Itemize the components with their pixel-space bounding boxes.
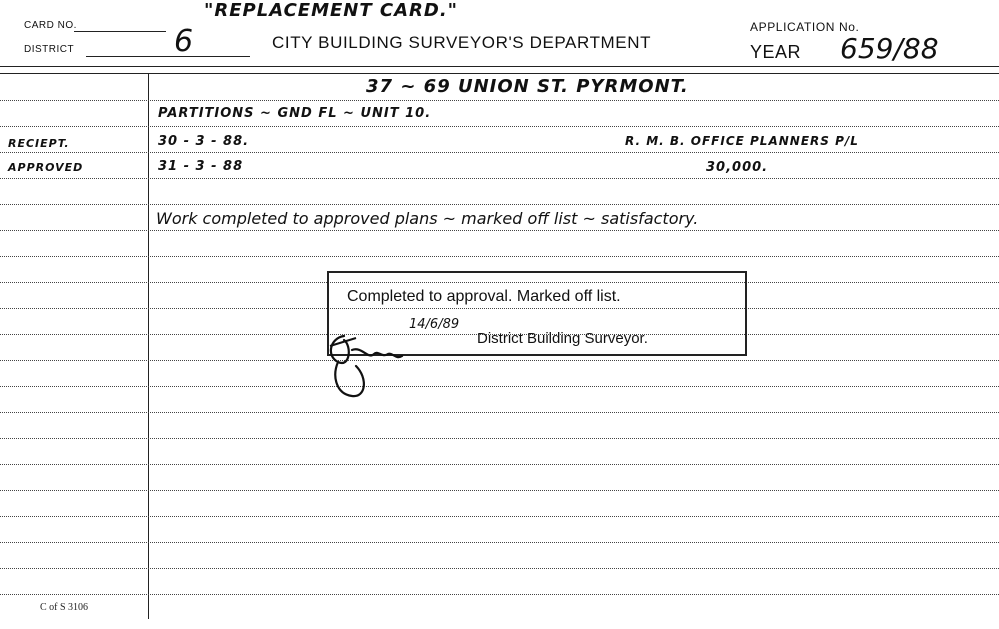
ruled-line [0, 204, 999, 205]
ruled-line [0, 464, 999, 465]
stamp-date: 14/6/89 [409, 317, 460, 332]
ruled-line [0, 568, 999, 569]
ruled-line [0, 516, 999, 517]
ruled-line [0, 256, 999, 257]
stamp-completed-text: Completed to approval. Marked off list. [347, 288, 621, 305]
district-line [86, 56, 250, 57]
department-title: CITY BUILDING SURVEYOR'S DEPARTMENT [272, 33, 652, 52]
district-value: 6 [174, 24, 194, 59]
application-number-value: 659/88 [840, 32, 939, 65]
ruled-line [0, 230, 999, 231]
work-description: PARTITIONS ~ GND FL ~ UNIT 10. [158, 106, 432, 121]
ruled-line [0, 152, 999, 153]
stamp-role-text: District Building Surveyor. [477, 330, 648, 347]
ruled-line [0, 438, 999, 439]
ruled-line [0, 386, 999, 387]
approved-label: APPROVED [8, 161, 84, 174]
left-margin-rule [148, 73, 149, 619]
signature-mark [322, 316, 442, 406]
card-no-label: CARD NO. [24, 20, 77, 31]
estimated-value: 30,000. [706, 160, 769, 175]
ruled-line [0, 126, 999, 127]
approved-date: 31 - 3 - 88 [158, 159, 244, 174]
year-label: YEAR [750, 42, 802, 62]
property-address: 37 ~ 69 UNION ST. PYRMONT. [366, 76, 689, 97]
district-label: DISTRICT [24, 44, 75, 55]
receipt-label: RECIEPT. [8, 137, 70, 150]
ruled-line [0, 542, 999, 543]
completion-note: Work completed to approved plans ~ marked off list ~ satisfactory. [156, 209, 699, 228]
ruled-line [0, 360, 999, 361]
ruled-line [0, 178, 999, 179]
replacement-card-note: "REPLACEMENT CARD." [204, 0, 459, 21]
form-code: C of S 3106 [40, 602, 89, 613]
receipt-date: 30 - 3 - 88. [158, 134, 250, 149]
ruled-line [0, 412, 999, 413]
header-rule-top [0, 66, 999, 67]
ruled-line [0, 594, 999, 595]
applicant-name: R. M. B. OFFICE PLANNERS P/L [625, 134, 859, 148]
application-number-label: APPLICATION No. [750, 20, 860, 34]
ruled-line [0, 100, 999, 101]
header-rule-bottom [0, 73, 999, 74]
card-no-line [74, 31, 166, 32]
ruled-line [0, 490, 999, 491]
